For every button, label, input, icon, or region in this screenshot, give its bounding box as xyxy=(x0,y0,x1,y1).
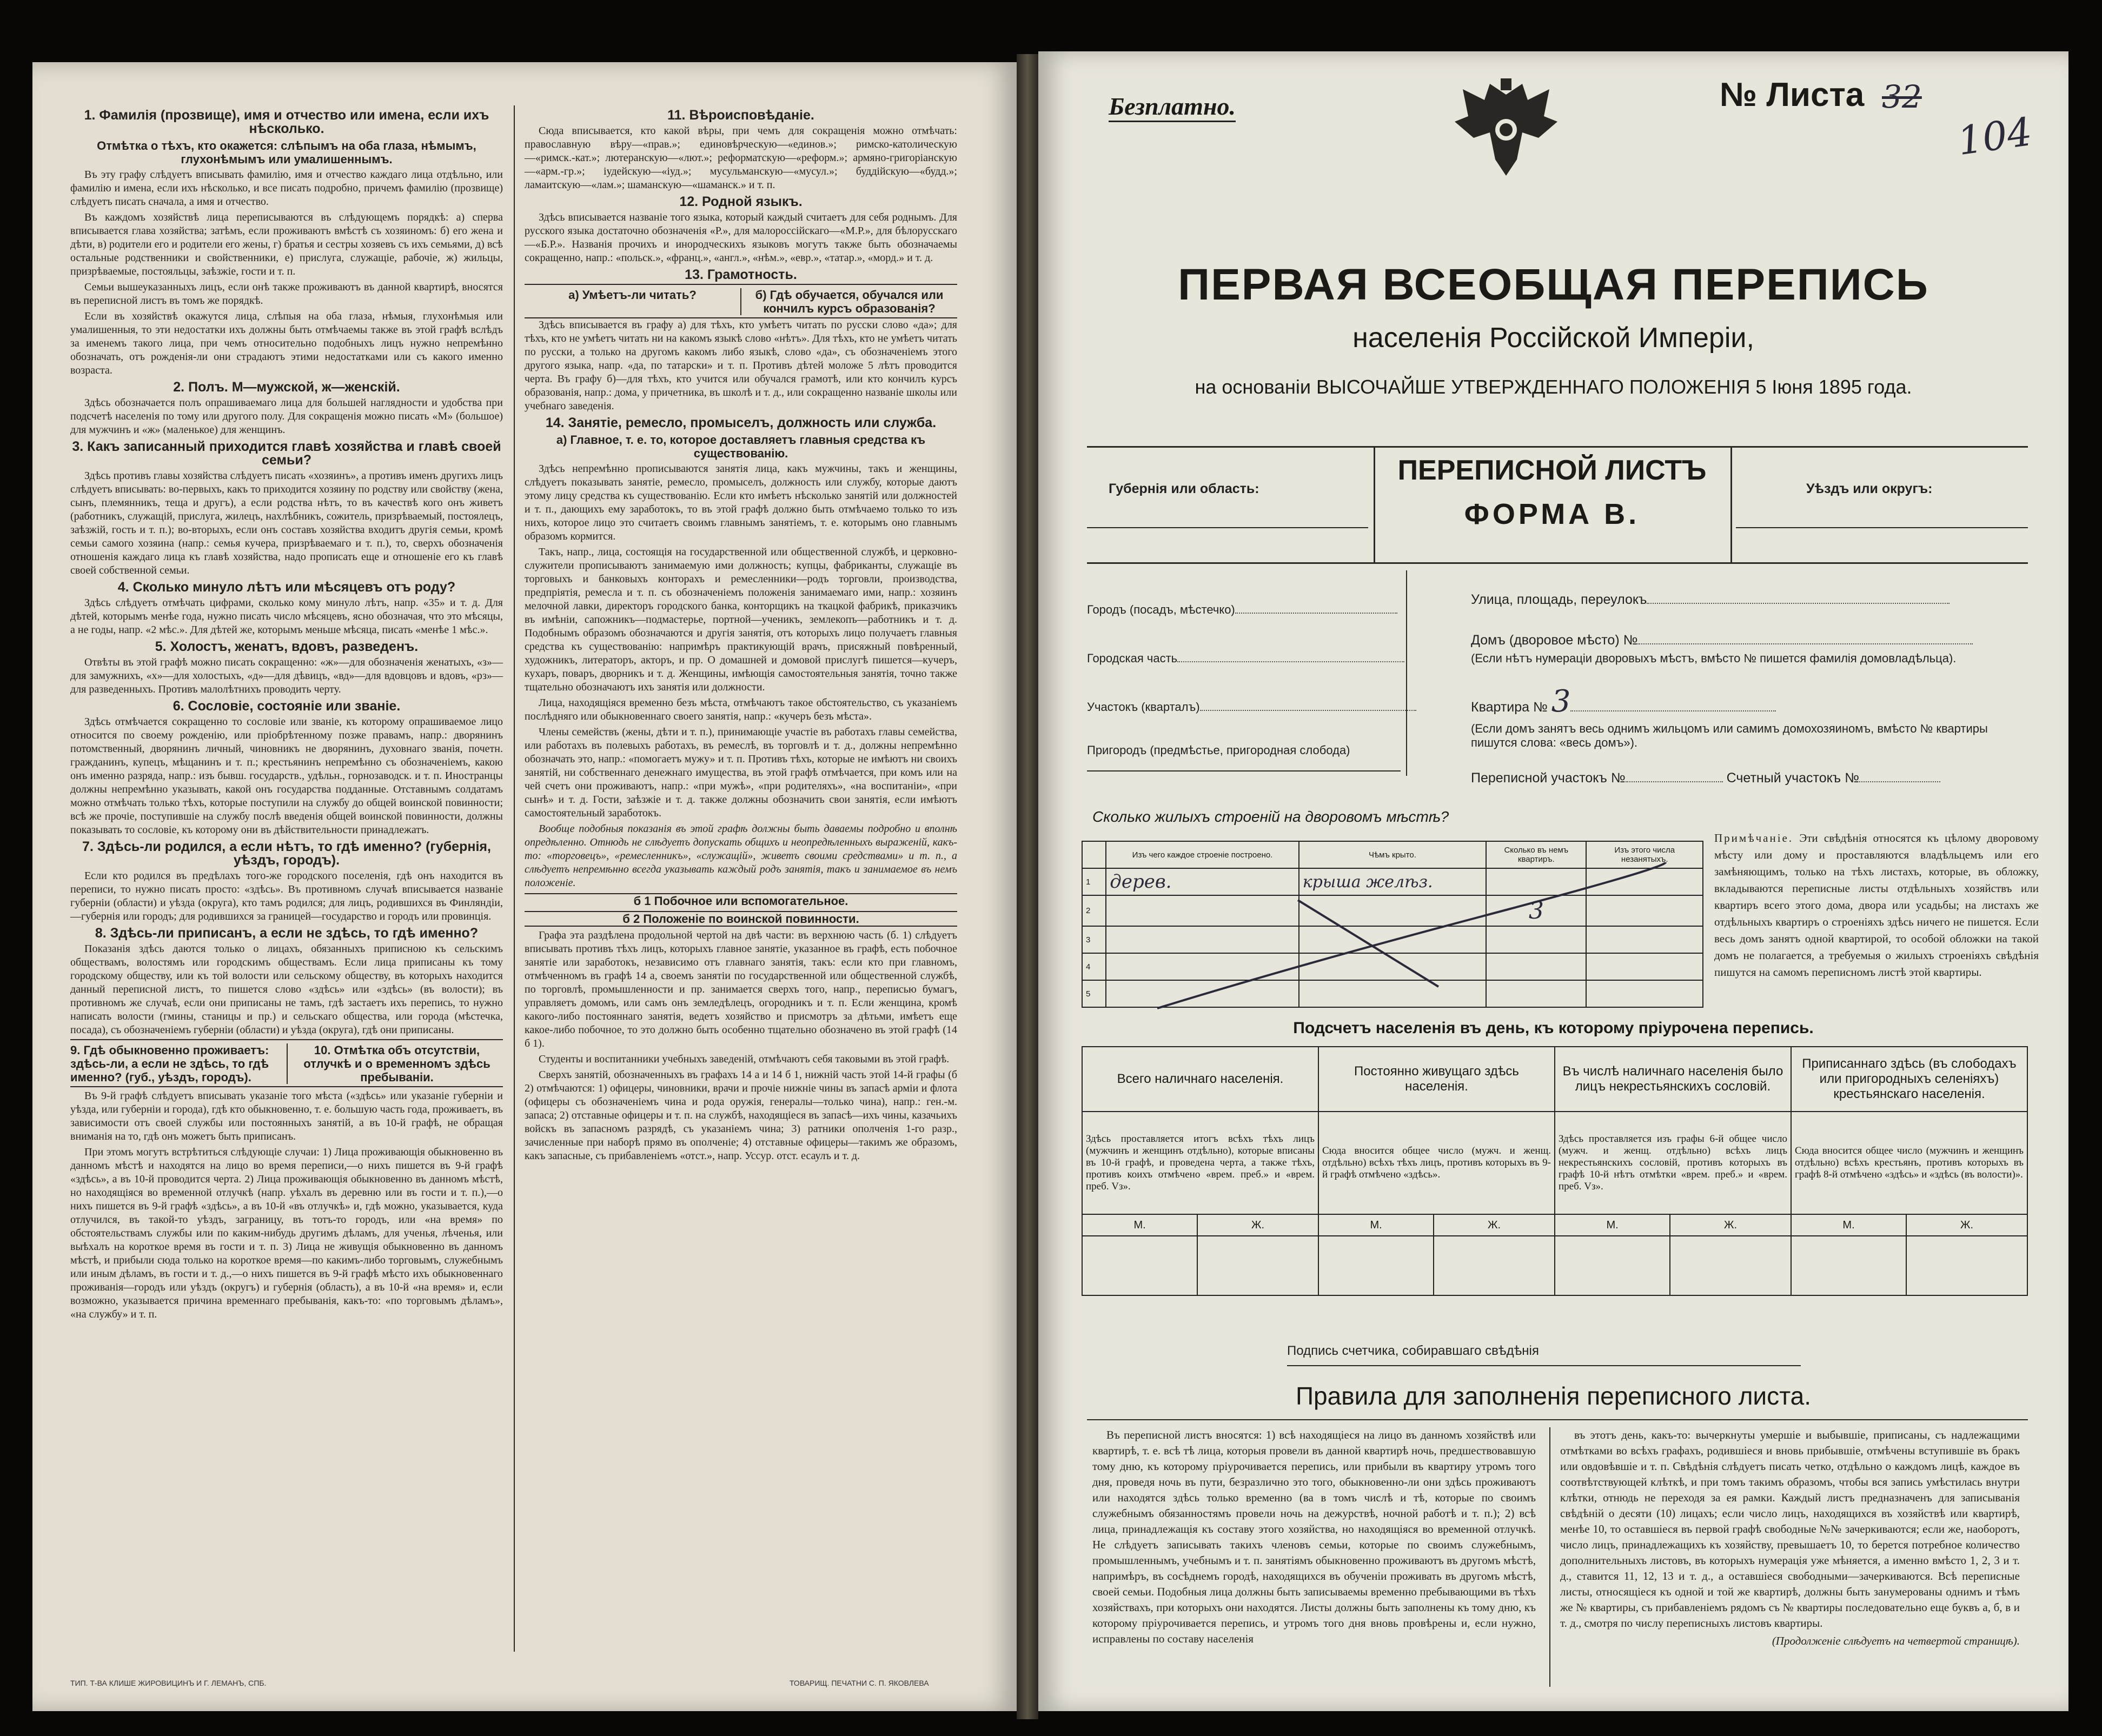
count-cell[interactable] xyxy=(1791,1236,1906,1295)
section-7-heading: 7. Здѣсь-ли родился, а если нѣтъ, то гдѣ именно? (губернія, уѣздъ, городъ). xyxy=(82,839,491,868)
free-label: Безплатно. xyxy=(1109,92,1236,122)
column-divider xyxy=(514,105,515,1652)
census-district-label: Переписной участокъ № xyxy=(1471,770,1626,786)
sheet-number-label: № Листа xyxy=(1720,76,1865,114)
city-part-label: Городская часть xyxy=(1087,651,1178,665)
section-13a-heading: а) Умѣетъ-ли читать? xyxy=(568,288,697,302)
district-field[interactable] xyxy=(1087,700,1416,714)
rules-column-1 xyxy=(1092,1427,1536,1649)
male-header: М. xyxy=(1791,1214,1906,1236)
census-district-field[interactable] xyxy=(1471,770,1940,786)
paragraph: Сверхъ занятій, обозначенныхъ въ графахъ 14 а и 14 б 1, нижній часть этой 14-й графы (б 2) отмѣчаются: 1) офицеры, чиновники, врачи и прочіе нижніе чины въ запасѣ арміи и флота (офицеры съ обозначеніемъ чина и рода оружія, генералы—только чина), напр.: ген.-м. запаса; 2) отставные офицеры и т. п. на службѣ, находящіеся въ запасѣ—ихъ чины, казачьихъ войскъ въ запасномъ разрядѣ, съ указаніемъ чина; 3) ратники ополченія 1-го разр., зачисленные при наборѣ прямо въ ополченіе; 4) отставные офицеры—такимъ же образомъ, какъ запасные, съ прибавленіемъ «отст.», напр. Уссур. отст. есаулъ и т. д. xyxy=(525,1069,957,1162)
paragraph: Если въ хозяйствѣ окажутся лица, слѣпыя на оба глаза, нѣмыя, глухонѣмыя или умалишенныя, то эти недостатки ихъ должны быть отмѣчаемы также въ этой графѣ вслѣдъ за именемъ такого лица, при чемъ относительно подобныхъ лицъ нужно непремѣнно обозначать, отъ рожденія-ли они страдаютъ этими недостатками или съ какого именно возраста. xyxy=(70,310,503,376)
street-field[interactable] xyxy=(1471,592,1950,608)
count-cell[interactable] xyxy=(1906,1236,2027,1295)
left-column-2 xyxy=(525,105,957,1165)
section-14-heading: 14. Занятіе, ремесло, промыселъ, должность или служба. xyxy=(545,415,937,430)
left-column-1 xyxy=(70,105,503,1323)
section-13-heading: 13. Грамотность. xyxy=(685,267,797,282)
count-note-non-peasant: Здѣсь проставляется изъ графы 6-й общее число (мужч. и женщ. отдѣльно) всѣхъ лицъ некрестьянскихъ сословій, противъ которыхъ въ графѣ 10-й нѣтъ отмѣтки «врем. преб.» и «врем. преб. Vз». xyxy=(1555,1112,1791,1214)
paragraph: Если кто родился въ предѣлахъ того-же городского поселенія, гдѣ онъ находится въ переписи, то нужно писать просто: «здѣсь». Въ противномъ случаѣ вписывается названіе губерніи (области) и уѣзда (округа), кто тамъ родился; для лицъ, родившихся въ Финляндіи,—губернія или городъ; для родившихся за границей—государство и городъ или провинція. xyxy=(70,870,503,922)
female-header: Ж. xyxy=(1434,1214,1555,1236)
female-header: Ж. xyxy=(1906,1214,2027,1236)
section-1-subheading: Отмѣтка о тѣхъ, кто окажется: слѣпымъ на оба глаза, нѣмымъ, глухонѣмымъ или умалишеннымъ. xyxy=(97,139,476,166)
paragraph: Студенты и воспитанники учебныхъ заведеній, отмѣчаютъ себя таковыми въ этой графѣ. xyxy=(539,1053,950,1065)
paragraph: Здѣсь непремѣнно прописываются занятія лица, какъ мужчины, такъ и женщины, слѣдуетъ показывать занятіе, ремесло, промыселъ, должность или службу, которые даютъ этому лицу средства къ существованію. Если кто имѣетъ нѣсколько занятій или должностей и т. п., дающихъ ему заработокъ, то въ этой графѣ должно быть отмѣчаемо только то изъ нихъ, которое лицо это считаетъ своимъ главнымъ занятіемъ, т. е. которымъ оно главнымъ образомъ кормится. xyxy=(525,463,957,542)
header-divider-left xyxy=(1374,446,1375,562)
page-number-handwritten: 104 xyxy=(1954,108,2035,164)
header-rule-top xyxy=(1087,446,2028,448)
printer-imprint: ТИП. Т-ВА КЛИШЕ ЖИРОВИЦИНЪ И Г. ЛЕМАНЪ, СПБ. xyxy=(70,1679,267,1687)
section-13b-heading: б) Гдѣ обучается, обучался или кончилъ курсъ образованія? xyxy=(740,288,957,315)
buildings-header-roof: Чѣмъ крыто. xyxy=(1299,841,1486,868)
city-field[interactable] xyxy=(1087,603,1397,617)
suburb-label: Пригородъ (предмѣстье, пригородная слобода) xyxy=(1087,743,1350,757)
section-14a-heading: а) Главное, т. е. то, которое доставляетъ главныя средства къ существованію. xyxy=(556,433,926,460)
section-3-heading: 3. Какъ записанный приходится главѣ хозяйства и главѣ своей семьи? xyxy=(72,439,501,468)
district-label: Участокъ (кварталъ) xyxy=(1087,700,1200,714)
paragraph: Въ эту графу слѣдуетъ вписывать фамилію, имя и отчество каждаго лица отдѣльно, или фамилію и имена, если ихъ нѣсколько, и все писать подробно, причемъ фамилію (прозвище) слѣдуетъ писать сначала, а имя и отчество. xyxy=(70,169,503,208)
apartments-value: 3 xyxy=(1528,897,1544,924)
paragraph: Члены семействъ (жены, дѣти и т. п.), принимающіе участіе въ работахъ главы семейства, или работахъ въ полевыхъ работахъ, въ ремеслѣ, въ торговлѣ и т. д., должны непремѣнно обозначать это, напр.: «помогаетъ мужу» и т. п. Противъ тѣхъ, которые не имѣютъ ни своихъ занятій, ни собственнаго денежнаго имущества, въ этой графѣ отмѣчается, при комъ или на чей счетъ они проживаютъ, напр.: «при мужѣ», «при родителяхъ», «на воспитаніи», «при сынѣ» и т. д. Гости, заѣзжіе и т. д. также должны обозначить свои занятія, если имѣютъ самостоятельный заработокъ. xyxy=(525,726,957,819)
sheet-number-value: 32 xyxy=(1882,78,1922,115)
apartment-value: 3 xyxy=(1551,684,1571,719)
book-spine xyxy=(1017,54,1038,1719)
section-14b1-heading: б 1 Побочное или вспомогательное. xyxy=(525,893,957,908)
paragraph: Здѣсь слѣдуетъ отмѣчать цифрами, сколько кому минуло лѣтъ, напр. «35» и т. д. Для дѣтей, которымъ менѣе года, нужно писать число мѣсяцевъ, ясно обозначая, что это мѣсяцы, а не годы, напр. «2 мѣс.». Для дѣтей же, которымъ меньше мѣсяца, писать «менѣе 1 мѣс.». xyxy=(70,597,503,636)
form-title: ПЕРЕПИСНОЙ ЛИСТЪ xyxy=(1397,455,1707,486)
count-cell[interactable] xyxy=(1197,1236,1318,1295)
paragraph: Здѣсь противъ главы хозяйства слѣдуетъ писать «хозяинъ», а противъ именъ другихъ лицъ слѣдуетъ вписывать: во-первыхъ, какъ то приходится хозяину по родству или свойству (жена, сынъ, племянникъ, теща и другъ), а если родства нѣтъ, то въ качествѣ кого онъ живетъ (работникъ, служащій, прислуга, жилецъ, нахлѣбникъ, сожитель, призрѣваемый, постоялецъ, заѣзжій, гость и т. п.); во-вторыхъ, если онъ составъ хозяйства входитъ другія семьи, кромѣ семьи самого хозяина (напр.: семья кучера, призрѣваемаго и т. п.), то, сверхъ обозначенія отношенія каждаго лица къ главѣ хозяйства, надо прописать еще и отношеніе его къ главѣ своей собственной семьи. xyxy=(70,470,503,576)
count-cell[interactable] xyxy=(1434,1236,1555,1295)
count-note-peasant: Сюда вносится общее число (мужчинъ и женщинъ отдѣльно) всѣхъ крестьянъ, противъ которыхъ въ графѣ 8-й отмѣчено «здѣсь» и «здѣсь (въ волости)». xyxy=(1791,1112,2027,1214)
female-header: Ж. xyxy=(1197,1214,1318,1236)
house-note: (Если нѣтъ нумераціи дворовыхъ мѣстъ, вмѣсто № пишется фамилія домовладѣльца). xyxy=(1471,651,1957,665)
printer-imprint-2: ТОВАРИЩ. ПЕЧАТНИ С. П. ЯКОВЛЕВА xyxy=(790,1679,929,1687)
count-cell[interactable] xyxy=(1082,1236,1197,1295)
paragraph: Отвѣты въ этой графѣ можно писать сокращенно: «ж»—для обозначенія женатыхъ, «з»—для замужнихъ, «х»—для холостыхъ, «д»—для дѣвицъ, «вд»—для вдовцовъ и вдовъ, «рз»—для разведенныхъ. Противъ малолѣтнихъ проводить черту. xyxy=(70,656,503,695)
section-6-heading: 6. Сословіе, состояніе или званіе. xyxy=(173,699,401,714)
roof-value: крыша желѣз. xyxy=(1302,872,1433,892)
buildings-header-material: Изъ чего каждое строеніе построено. xyxy=(1106,841,1298,868)
rules-column-2 xyxy=(1560,1427,2020,1649)
material-value: дерев. xyxy=(1110,871,1172,893)
rules-divider xyxy=(1549,1427,1550,1687)
count-table xyxy=(1082,1046,2028,1296)
rules-title: Правила для заполненія переписного листа. xyxy=(1295,1382,1812,1410)
female-header: Ж. xyxy=(1670,1214,1791,1236)
count-note-total: Здѣсь проставляется итогъ всѣхъ тѣхъ лицъ (мужчинъ и женщинъ отдѣльно), которые вписаны въ 10-й графѣ, и проведена черта, а также тѣхъ, противъ коихъ отмѣчено «врем. преб.» и «врем. преб. Vз». xyxy=(1082,1112,1318,1214)
section-14b2-heading: б 2 Положеніе по воинской повинности. xyxy=(525,911,957,927)
uezd-line xyxy=(1736,527,2028,528)
paragraph: Семьи вышеуказанныхъ лицъ, если онѣ также проживаютъ въ данной квартирѣ, вносятся въ переписной листъ въ томъ же порядкѣ. xyxy=(70,281,503,307)
document-title: ПЕРВАЯ ВСЕОБЩАЯ ПЕРЕПИСЬ xyxy=(1178,260,1929,309)
enumerator-signature-field[interactable] xyxy=(1287,1343,1539,1359)
section-11-heading: 11. Вѣроисповѣданіе. xyxy=(667,108,814,123)
rules-rule xyxy=(1087,1419,2028,1420)
right-page xyxy=(1038,51,2068,1711)
address-divider xyxy=(1406,570,1407,776)
paragraph: Лица, находящіяся временно безъ мѣста, отмѣчаютъ такое обстоятельство, съ указаніемъ послѣдняго или обыкновеннаго своего занятія, напр.: «кучеръ безъ мѣста». xyxy=(525,697,957,722)
document-subtitle: населенія Россійской Имперіи, xyxy=(1352,322,1754,354)
count-district-label: Счетный участокъ № xyxy=(1726,770,1859,786)
male-header: М. xyxy=(1082,1214,1197,1236)
row-number: 2 xyxy=(1082,895,1106,926)
suburb-line xyxy=(1087,770,1401,771)
paragraph: Показанія здѣсь даются только о лицахъ, обязанныхъ приписною къ сельскимъ обществамъ, волостямъ или городскимъ обществамъ. Если лица приписаны къ тому городскому обществу, или къ той волости или сельскому обществу, въ которыхъ находится данный переписной листъ, то пишется слово «здѣсь» или «здѣсь» (въ волости); въ противномъ же случаѣ, если они приписаны не тамъ, гдѣ застаетъ ихъ перепись, то нужно написать волости (гмины, станицы и пр.) и сельскаго общества, или города (мѣстечка, посада), съ обозначеніемъ губерніи (области) и уѣзда (округа), гдѣ они приписаны. xyxy=(70,943,503,1036)
paragraph: Здѣсь вписывается въ графу а) для тѣхъ, кто умѣетъ читать по русски слово «да»; для тѣхъ, кто не умѣетъ читать ни на какомъ языкѣ слово «нѣтъ». Для тѣхъ, кто не умѣетъ читать по русски, а только на другомъ какомъ либо языкѣ, слово «да», съ обозначеніемъ этого другого языка, напр. «да, по татарски» и т. п. Противъ дѣтей моложе 5 лѣтъ проводится черта. Въ графу б)—для тѣхъ, кто учится или обучался грамотѣ, или кто кончилъ курсъ образованія, напр.: дома, у причетника, въ школѣ и т. д., или сокращенно названіе школы или учебнаго заведенія. xyxy=(525,319,957,412)
legal-basis: на основаніи ВЫСОЧАЙШЕ УТВЕРЖДЕННАГО ПОЛОЖЕНІЯ 5 Іюня 1895 года. xyxy=(1195,376,1912,398)
section-5-heading: 5. Холостъ, женатъ, вдовъ, разведенъ. xyxy=(155,639,419,654)
section-10-heading: 10. Отмѣтка объ отсутствіи, отлучкѣ и о временномъ здѣсь пребываніи. xyxy=(287,1043,503,1084)
count-cell[interactable] xyxy=(1555,1236,1670,1295)
paragraph: Здѣсь обозначается полъ опрашиваемаго лица для большей наглядности и удобства при подсчетѣ населенія по тому или другого полу. Для сокращенія можно писать «М» (большое) для мужчинъ и «ж» (маленькое) для женщинъ. xyxy=(70,397,503,436)
paragraph: Сюда вписывается, кто какой вѣры, при чемъ для сокращенія можно отмѣчать: православную вѣру—«прав.»; единовѣрческую—«единов.»; римско-католическую—«римск.-кат.»; лютеранскую—«лют.»; реформатскую—«реформ.»; армяно-григоріанскую—«арм.-гр.»; іудейскую—«іуд.»; мусульманскую—«мусул.»; буддійскую—«будд.»; ламаитскую—«лам.»; шаманскую—«шаманск.» и т. п. xyxy=(525,125,957,191)
signature-line xyxy=(1287,1365,1801,1366)
apartment-label: Квартира № xyxy=(1471,700,1548,715)
count-header-non-peasant: Въ числѣ наличнаго населенія было лицъ некрестьянскихъ сословій. xyxy=(1555,1047,1791,1112)
rules-text-1: Въ переписной листъ вносятся: 1) всѣ находящіеся на лицо въ данномъ хозяйствѣ или квартирѣ, т. е. всѣ тѣ лица, которыя провели въ данной квартирѣ ночь, предшествовавшую тому дню, къ которому пріурочивается перепись, или прибыли въ квартиру утромъ того дня, проведя ночь въ пути, безразлично это того, обыкновенно-ли они здѣсь проживаютъ или находятся здѣсь только временно (ва в томъ числѣ и тѣ, которые по своимъ служебнымъ обязанностямъ провели ночь на дежурствѣ, ночной работѣ и т. п.); 2) всѣ лица, принадлежащія къ составу этого хозяйства, но находящіяся во временной отлучкѣ. Не слѣдуетъ записывать такихъ членовъ семьи, которые по своимъ служебнымъ, промышленнымъ, учебнымъ и т. п. занятіямъ обыкновенно проживаютъ въ другомъ мѣстѣ, напримѣръ, въ сосѣднемъ городѣ, находящихся въ обученіи проживать въ другомъ мѣстѣ, своей семьи. Подобныя лица должны быть записываемы временно пребывающими въ тѣхъ хозяйствахъ, при которыхъ они находятся. Листы должны быть заполнены къ тому дню, къ которому пріурочивается перепись, и утромъ того дня вновь провѣрены и, если нужно, исправлены по составу населенія xyxy=(1092,1428,1536,1645)
city-part-field[interactable] xyxy=(1087,651,1404,666)
house-field[interactable] xyxy=(1471,633,1973,648)
house-label: Домъ (дворовое мѣсто) № xyxy=(1471,633,1638,648)
paragraph: Въ 9-й графѣ слѣдуетъ вписывать указаніе того мѣста («здѣсь» или указаніе губерніи и уѣзда, или губерніи и города), гдѣ кто обыкновенно, т. е. большую часть года, проживаетъ, въ зависимости отъ своей службы или постоянныхъ занятій, а въ 10-й графѣ, не обращая вниманія на то, гдѣ онъ можетъ быть приписанъ. xyxy=(70,1090,503,1142)
buildings-note xyxy=(1714,830,2039,981)
paragraph: При этомъ могутъ встрѣтиться слѣдующіе случаи: 1) Лица проживающія обыкновенно въ данномъ мѣстѣ и находятся на лицо во время переписи,—о нихъ пишется въ 9-й графѣ «здѣсь», а въ 10-й проводится черта. 2) Лица проживающія обыкновенно въ данномъ мѣстѣ, но находящіяся во временной отлучкѣ (напр. уѣхалъ въ деревню или въ гости и т. п.),—о нихъ пишется въ 9-й графѣ «здѣсь», а въ 10-й «въ отлучкѣ» и, гдѣ можно, указывается, куда отлучился, въ такой-то уѣздъ, заграницу, въ тотъ-то городъ, или «на время» по обстоятельствамъ службы или по каким-нибудь другимъ дѣламъ, для ученья, лѣченья, или выѣхалъ на короткое время въ гости и т. п. 3) Лица не живущія обыкновенно въ данномъ мѣстѣ, и прибыли сюда только на короткое время—по какимъ-либо торговымъ, служебнымъ или иным дѣламъ, въ гости и т. д.,—о нихъ пишется въ 9-й графѣ мѣсто ихъ обыкновеннаго проживанія—городъ или уѣздъ (округъ) и губернія (область), а въ 10-й «на время» и, если возможно, указывается причина временнаго пребыванія, какъ-то: «по торговымъ дѣламъ», «на службу» и т. п. xyxy=(70,1146,503,1320)
count-header-peasant: Приписаннаго здѣсь (въ слободахъ или пригородныхъ селеніяхъ) крестьянскаго населенія. xyxy=(1791,1047,2027,1112)
row-number: 4 xyxy=(1082,953,1106,980)
row-number: 5 xyxy=(1082,980,1106,1007)
buildings-question: Сколько жилыхъ строеній на дворовомъ мѣстѣ? xyxy=(1092,808,1449,825)
enumerator-signature-label: Подпись счетчика, собиравшаго свѣдѣнія xyxy=(1287,1343,1539,1358)
header-divider-right xyxy=(1730,446,1732,562)
paragraph: Здѣсь отмѣчается сокращенно то сословіе или званіе, къ которому опрашиваемое лицо относится по своему рожденію, или пріобрѣтенному позже правамъ, напр.: дворянинъ потомственный, дворянинъ личный, чиновникъ не дворянинъ, духовнаго званія, почетн. гражданинъ, купецъ, мѣщанинъ и т. п.; крестьянинъ непремѣнно съ обозначеніемъ, какою онъ именно разряда, напр.: изъ бывш. государств., удѣльн., горнозаводск. и т. п. Иностранцы должны непремѣнно указывать, какой онъ государства подданные. Отставнымъ солдатамъ можно отмѣчать только тѣхъ, которые поступили на службу до общей воинской повинности; всѣ же прочіе, поступившіе на службу послѣ введенія общей воинской повинности, должны показывать то сословіе, къ которому они въ дѣйствительности принадлежатъ. xyxy=(70,716,503,836)
section-12-heading: 12. Родной языкъ. xyxy=(679,194,803,209)
section-2-heading: 2. Полъ. М—мужской, ж—женскій. xyxy=(173,380,400,395)
strike-through-stroke xyxy=(1136,857,1676,1019)
male-header: М. xyxy=(1555,1214,1670,1236)
apartment-field[interactable] xyxy=(1471,684,1776,719)
row-number: 1 xyxy=(1082,868,1106,895)
section-4-heading: 4. Сколько минуло лѣтъ или мѣсяцевъ отъ роду? xyxy=(117,580,456,595)
section-9-heading: 9. Гдѣ обыкновенно проживаетъ: здѣсь-ли, а если не здѣсь, то гдѣ именно? (губ., уѣздъ, городъ). xyxy=(70,1043,269,1084)
section-1-heading: 1. Фамилія (прозвище), имя и отчество или имена, если ихъ нѣсколько. xyxy=(84,108,489,136)
paragraph: Вообще подобныя показанія въ этой графѣ должны быть даваемы подробно и вполнѣ опредѣленно. Отнюдь не слѣдуетъ допускать общихъ и неопредѣленныхъ выраженій, какъ-то: «торговецъ», «ремесленникъ», «служащій», живетъ своими средствами» и т. п., а слѣдуетъ непремѣнно всегда указывать каждый родъ занятія, такъ и занимаемое въ немъ положеніе. xyxy=(525,823,957,889)
row-number: 3 xyxy=(1082,926,1106,953)
count-cell[interactable] xyxy=(1318,1236,1434,1295)
count-cell[interactable] xyxy=(1670,1236,1791,1295)
uezd-label: Уѣздъ или округъ: xyxy=(1806,481,1933,496)
paragraph: Такъ, напр., лица, состоящія на государственной или общественной службѣ, и церковно-служители прописываютъ занимаемую ими должность; купцы, фабриканты, служащіе въ торговыхъ и банковыхъ конторахъ и ремесленники—родъ торговли, производства, предпріятія, ремесла и т. п. съ обозначеніемъ положенія занимаемаго ими, напр.: хозяинъ мелочной лавки, директоръ городского банка, конторщикъ на ткацкой фабрикѣ, приказчикъ въ имѣніи, сапожникъ—подмастерье, портной—ученикъ, землекопъ—работникъ и т. д. Подобнымъ образомъ обозначаются и другія занятія, отъ которыхъ лицо получаетъ главныя средства къ существованію: напримѣръ практикующій врачъ, присяжный повѣренный, художникъ, литераторъ, акторъ, и пр. О домашней и домовой прислугѣ пишется—кучеръ, кухаръ, поваръ, дворникъ и т. д. Женщины, имѣющія самостоятельныя занятія, точно также тщательно обозначаютъ ихъ занятія или должности. xyxy=(525,546,957,693)
count-note-permanent: Сюда вносится общее число (мужч. и женщ. отдѣльно) всѣхъ тѣхъ лицъ, противъ которыхъ въ 9-й графѣ отмѣчено «здѣсь». xyxy=(1318,1112,1555,1214)
buildings-header-vacant: Изъ этого числа незанятыхъ. xyxy=(1586,841,1703,868)
rules-text-2: въ этотъ день, какъ-то: вычеркнуты умершіе и выбывшіе, приписаны, съ надлежащими отмѣтками во всѣхъ графахъ, родившіеся и вновь прибывшіе, отмѣчены вступившіе въ бракъ или овдовѣвшіе и т. п. Свѣдѣнія слѣдуетъ писать четко, отдѣльно о каждомъ лицѣ, каждое въ соотвѣтствующей клѣткѣ, и при томъ такимъ образомъ, чтобы вся запись умѣстилась внутри клѣтки, отнюдь не переходя за ея рамки. Каждый листъ предназначенъ для записыванія свѣдѣній о десяти (10) лицахъ; если число лицъ, находящихся въ хозяйствѣ или квартирѣ, менѣе 10, то оставшіеся въ первой графѣ свободные №№ зачеркиваются; если же, наоборотъ, число лицъ, принадлежащихъ къ хозяйству, превышаетъ 10, то берется потребное количество дополнительныхъ листовъ, въ которыхъ нумерація уже мѣняется, а именно вмѣсто 1, 2, 3 и т. д., ставится 11, 12, 13 и т. д., а оставшіеся свободными—зачеркиваются. Всѣ переписные листы, относящіеся къ одной и той же квартирѣ, должны быть занумерованы однимъ и тѣмъ же № квартиры, съ прибавленіемъ рядомъ съ № квартиры последовательно еще буквъ а, б, в и т. д., смотря по числу переписныхъ листовъ квартиры. xyxy=(1560,1428,2020,1629)
form-code: ФОРМА В. xyxy=(1464,498,1640,530)
imperial-eagle-emblem xyxy=(1452,78,1560,181)
buildings-note-text: Эти свѣдѣнія относятся къ цѣлому дворовому мѣсту или дому и проставляются владѣльцемъ или его замѣняющимъ, только на тѣхъ листахъ, которые, въ обложку, вкладываются переписные листы отдѣльныхъ хозяйствъ или квартиръ всего этого дома, двора или усадьбы; на листахъ же отдѣльныхъ квартиръ о строеніяхъ здѣсь ничего не пишется. Если весь домъ занятъ одной квартирой, то особой обложки на такой домъ не полагается, а требуемыя о жилыхъ строеніяхъ свѣдѣнія пишутся на самомъ переписномъ листѣ этой квартиры. xyxy=(1714,832,2039,979)
buildings-header-apartments: Сколько въ немъ квартиръ. xyxy=(1486,841,1586,868)
count-table-title: Подсчетъ населенія въ день, къ которому пріурочена перепись. xyxy=(1293,1019,1814,1037)
city-label: Городъ (посадъ, мѣстечко) xyxy=(1087,603,1235,616)
count-header-total: Всего наличнаго населенія. xyxy=(1082,1047,1318,1112)
male-header: М. xyxy=(1318,1214,1434,1236)
gubernia-line xyxy=(1087,527,1368,528)
street-label: Улица, площадь, переулокъ xyxy=(1471,592,1647,607)
paragraph: Здѣсь вписывается названіе того языка, который каждый считаетъ для себя роднымъ. Для русского языка достаточно обозначенія «Р.», для малороссійскаго—«М.Р.», для бѣлорусскаго—«Б.Р.». Названія прочихъ и инородческихъ языковъ могутъ также быть обозначаемы сокращенно, напр.: «польск.», «франц.», «англ.», «нѣм.», «евр.», «татар.», «морд.» и т. д. xyxy=(525,211,957,264)
paragraph: Графа эта раздѣлена продольной чертой на двѣ части: въ верхнюю часть (б. 1) слѣдуетъ вписывать противъ тѣхъ лицъ, которыхъ главное занятіе, указанное въ графѣ, есть побочное занятіе или заработокъ, независимо отъ главнаго занятія, такъ: если кто при главномъ, отмѣченномъ въ графѣ 14 а, своемъ занятіи по государственной или общественной службѣ, по торговлѣ, промышленности и пр. занимается сверхъ того, напр., переписью бумагъ, управляетъ домомъ, или самъ онъ земледѣлецъ, огородникъ и т. п. Если женщина, кромѣ какого-либо постояннаго занятія, ведетъ хозяйство и присмотръ за дѣтьми, имѣетъ еще какое-либо побочное, то это должно быть особенно тщательно обозначено въ этой графѣ (14 б 1). xyxy=(525,929,957,1049)
gubernia-label: Губернія или область: xyxy=(1109,481,1259,496)
paragraph: Въ каждомъ хозяйствѣ лица переписываются въ слѣдующемъ порядкѣ: а) сперва вписывается глава хозяйства; затѣмъ, если проживаютъ вмѣстѣ съ хозяиномъ: б) его жена и дѣти, в) родители его и родители его жены, г) братья и сестры хозяевъ съ ихъ семьями, д) всѣ остальные родственники и свойственники, е) прислуга, служащіе, рабочіе, ж) жильцы, призрѣваемые, постояльцы, заѣзжіе, гости и т. п. xyxy=(70,211,503,277)
buildings-note-title: Примѣчаніе. xyxy=(1714,832,1794,844)
left-page xyxy=(32,62,1017,1711)
header-rule-bottom xyxy=(1087,562,2028,564)
apartment-note: (Если домъ занятъ весь однимъ жильцомъ или самимъ домохозяиномъ, вмѣсто № квартиры пишутся слова: «весь домъ»). xyxy=(1471,722,1988,749)
section-8-heading: 8. Здѣсь-ли приписанъ, а если не здѣсь, то гдѣ именно? xyxy=(95,926,479,941)
continued-note: (Продолженіе слѣдуетъ на четвертой страницѣ). xyxy=(1772,1634,2020,1647)
count-header-permanent: Постоянно живущаго здѣсь населенія. xyxy=(1318,1047,1555,1112)
suburb-field[interactable] xyxy=(1087,743,1350,757)
